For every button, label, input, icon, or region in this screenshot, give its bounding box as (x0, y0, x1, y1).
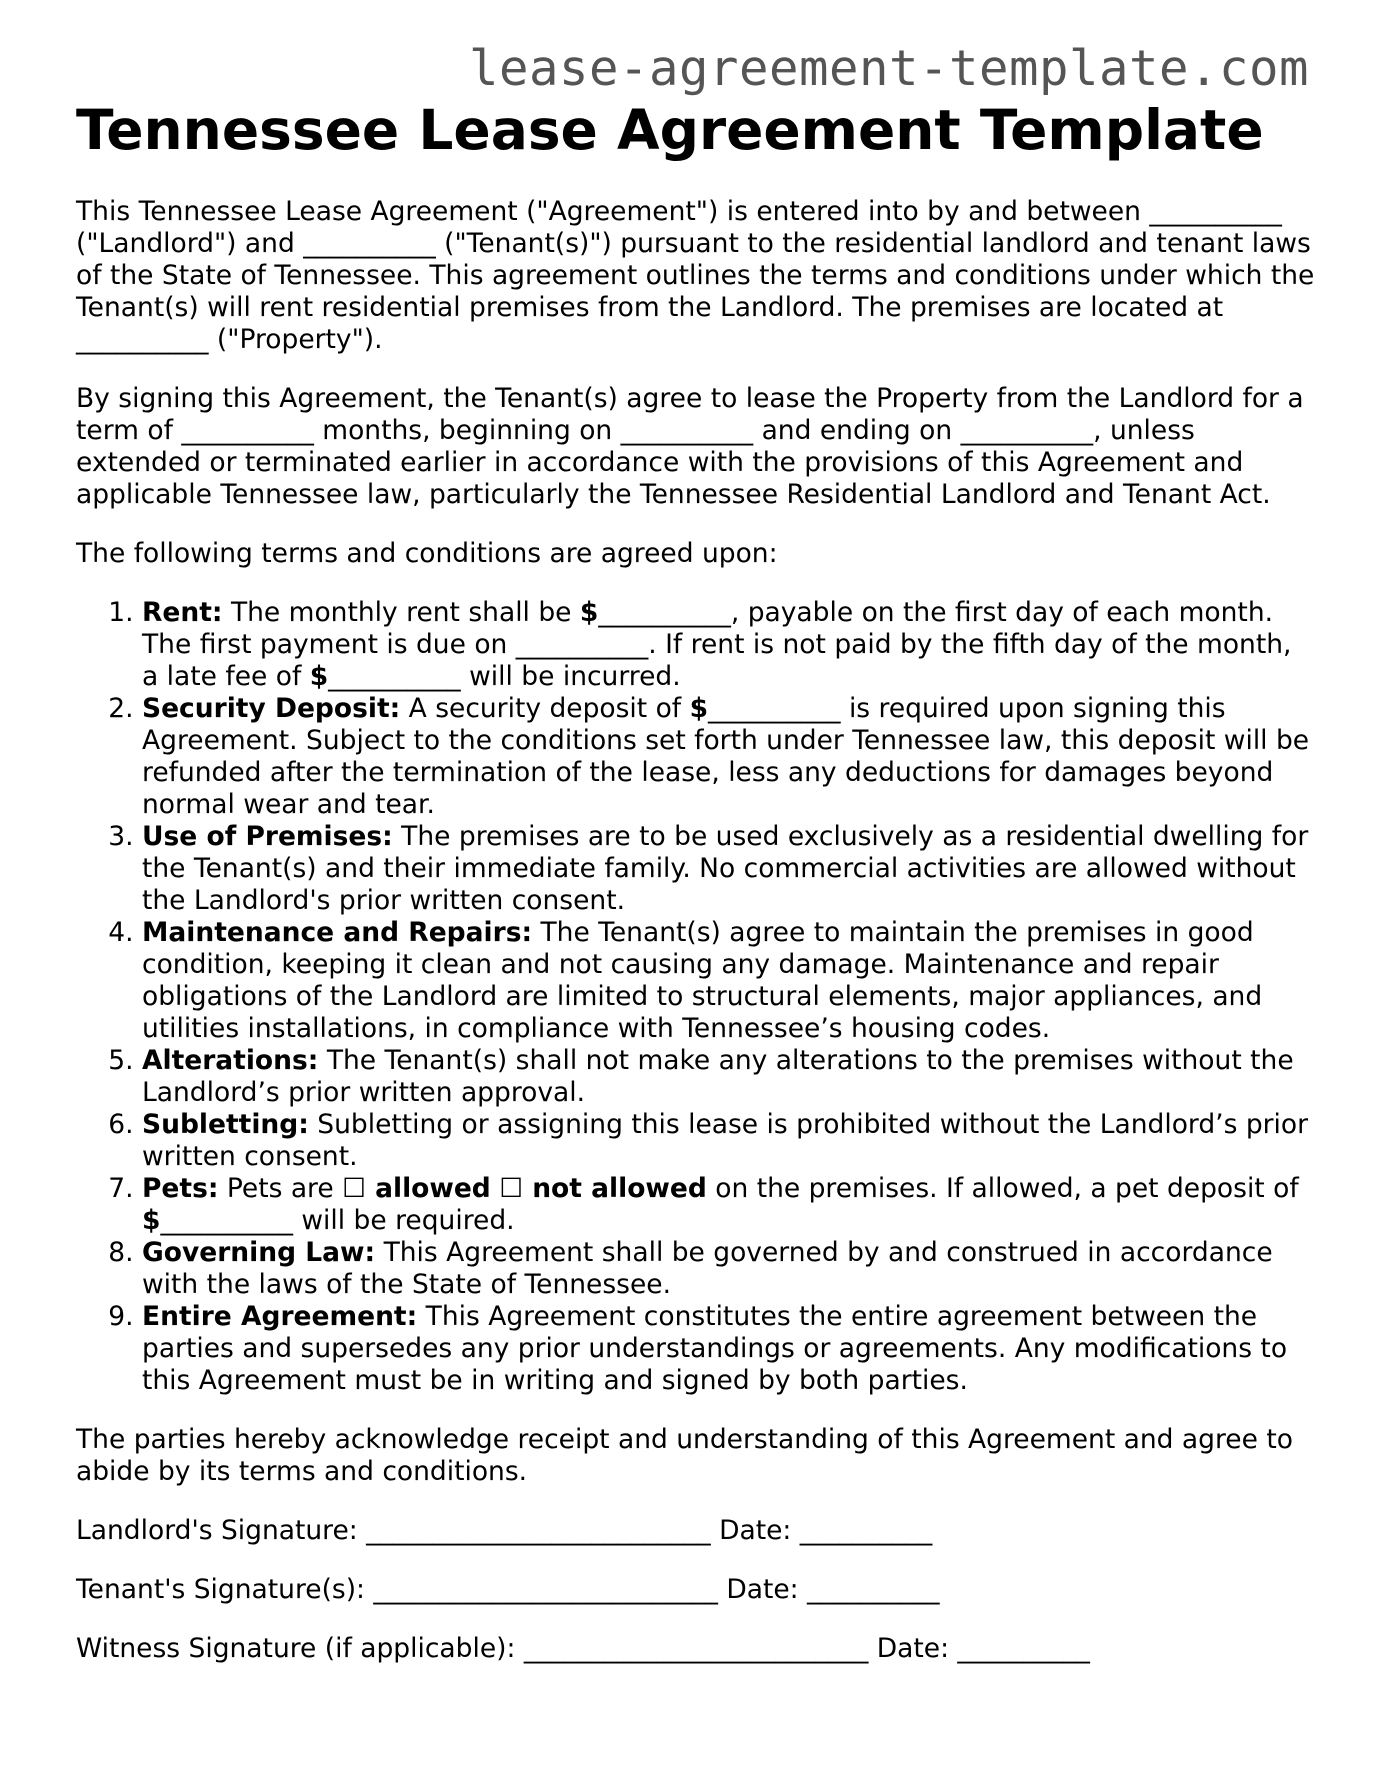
term-use-of-premises (142, 821, 1316, 917)
term-text: __________, payable on the first day of each month. The first payment is due on __________. If rent is not paid by the fifth day of the month, a late fee of (142, 597, 1292, 692)
term-title: Use of Premises: (142, 821, 393, 852)
term-title: Entire Agreement: (142, 1301, 418, 1332)
term-title: Pets: (142, 1173, 219, 1204)
dollar-sign: $ (309, 661, 329, 692)
dollar-sign: $ (142, 1205, 161, 1236)
dollar-sign: $ (689, 693, 709, 724)
landlord-signature-line: Landlord's Signature: __________________________ Date: __________ (76, 1515, 933, 1546)
term-rent (142, 597, 1316, 693)
term-alterations (142, 1045, 1316, 1109)
intro-paragraph: This Tennessee Lease Agreement ("Agreement") is entered into by and between __________ ("Landlord") and __________ ("Tenant(s)") pursuant to the residential landlord and tenant laws of the State of Tennessee. This agreement outlines the terms and conditions under which the Tenant(s) will rent residential premises from the Landlord. The premises are located at __________ ("Property"). (76, 196, 1315, 355)
term-text: The monthly rent shall be (222, 597, 580, 628)
term-subletting (142, 1109, 1316, 1173)
term-security-deposit (142, 693, 1316, 821)
terms-intro-paragraph: The following terms and conditions are agreed upon: (76, 538, 778, 569)
option-allowed-label: allowed (365, 1173, 491, 1204)
term-text: The premises are to be used exclusively as a residential dwelling for the Tenant(s) and their immediate family. No commercial activities are allowed without the Landlord's prior written consent. (142, 821, 1309, 916)
checkbox-allowed[interactable]: ☐ (342, 1173, 366, 1204)
term-title: Maintenance and Repairs: (142, 917, 533, 948)
term-pets (142, 1173, 1316, 1237)
dollar-sign: $ (579, 597, 599, 628)
checkbox-not-allowed[interactable]: ☐ (490, 1173, 523, 1204)
term-text: Pets are (218, 1173, 343, 1204)
tenant-signature-line: Tenant's Signature(s): __________________________ Date: __________ (76, 1574, 940, 1605)
term-text: __________ will be incurred. (328, 661, 681, 692)
term-title: Rent: (142, 597, 223, 628)
term-title: Alterations: (142, 1045, 319, 1076)
term-text: on the premises. If allowed, a pet deposit of (706, 1173, 1299, 1204)
witness-signature-line: Witness Signature (if applicable): __________________________ Date: __________ (76, 1633, 1090, 1664)
term-paragraph: By signing this Agreement, the Tenant(s) agree to lease the Property from the Landlord for a term of __________ months, beginning on __________ and ending on __________, unless extended or terminated earlier in accordance with the provisions of this Agreement and applicable Tennessee law, particularly the Tennessee Residential Landlord and Tenant Act. (76, 383, 1304, 510)
term-title: Security Deposit: (142, 693, 401, 724)
term-text: The Tenant(s) shall not make any alterations to the premises without the Landlord’s prior written approval. (142, 1045, 1294, 1108)
term-text: Subletting or assigning this lease is prohibited without the Landlord’s prior written consent. (142, 1109, 1309, 1172)
term-text: This Agreement constitutes the entire agreement between the parties and supersedes any prior understandings or agreements. Any modifications to this Agreement must be in writing and signed by both parties. (142, 1301, 1288, 1396)
document-body (76, 196, 1316, 1692)
term-text: This Agreement shall be governed by and construed in accordance with the laws of the State of Tennessee. (142, 1237, 1273, 1300)
term-text: A security deposit of (400, 693, 690, 724)
term-governing-law (142, 1237, 1316, 1301)
term-title: Subletting: (142, 1109, 309, 1140)
term-entire-agreement (142, 1301, 1316, 1397)
term-title: Governing Law: (142, 1237, 376, 1268)
terms-list (76, 597, 1316, 1397)
term-text: __________ will be required. (160, 1205, 515, 1236)
term-maintenance (142, 917, 1316, 1045)
acknowledgement-paragraph: The parties hereby acknowledge receipt and understanding of this Agreement and agree to abide by its terms and conditions. (76, 1424, 1293, 1487)
term-text: __________ is required upon signing this Agreement. Subject to the conditions set forth under Tennessee law, this deposit will be refunded after the termination of the lease, less any deductions for damages beyond normal wear and tear. (142, 693, 1310, 820)
site-watermark: lease-agreement-template.com (468, 40, 1309, 97)
term-text: The Tenant(s) agree to maintain the premises in good condition, keeping it clean and not causing any damage. Maintenance and repair obligations of the Landlord are limited to structural elements, major appliances, and utilities installations, in compliance with Tennessee’s housing codes. (142, 917, 1263, 1044)
option-not-allowed-label: not allowed (522, 1173, 707, 1204)
document-title: Tennessee Lease Agreement Template (76, 98, 1264, 162)
